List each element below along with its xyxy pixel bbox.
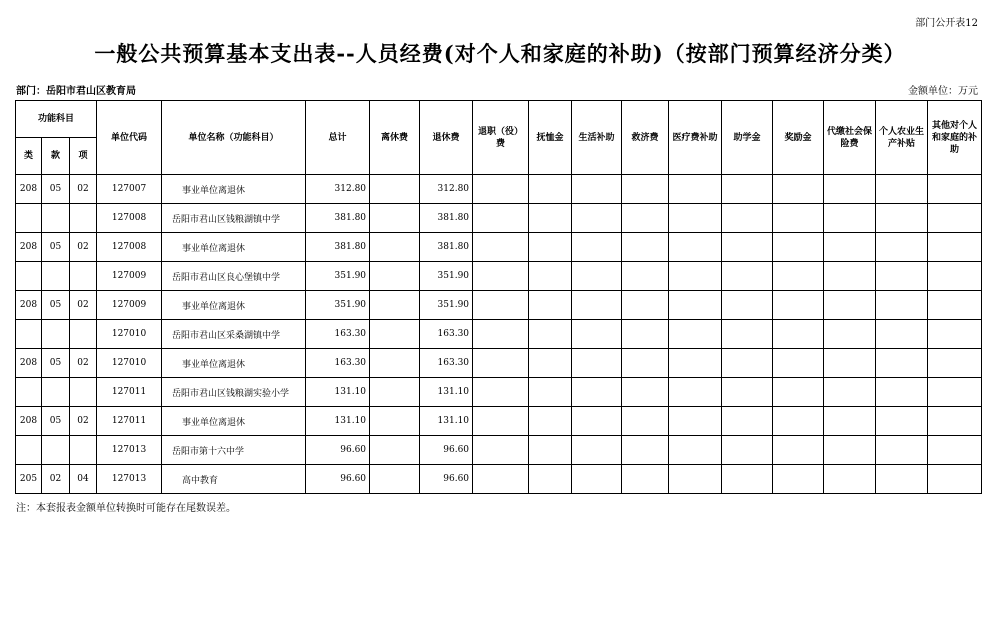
cell-name: 岳阳市君山区钱粮湖镇中学 [162, 204, 306, 233]
cell-empty [473, 262, 529, 291]
cell-tuixiu: 312.80 [420, 175, 473, 204]
cell-empty [928, 378, 982, 407]
cell-name: 事业单位离退休 [162, 233, 306, 262]
cell-lei [16, 204, 42, 233]
cell-empty [876, 262, 928, 291]
header-unit-name: 单位名称（功能科目） [162, 101, 306, 175]
department-label: 部门：岳阳市君山区教育局 [16, 86, 136, 97]
cell-empty [773, 465, 824, 494]
cell-empty [722, 320, 773, 349]
cell-lei: 208 [16, 349, 42, 378]
footnote: 注：本套报表金额单位转换时可能存在尾数误差。 [16, 503, 236, 514]
cell-empty [824, 320, 876, 349]
cell-total: 96.60 [306, 465, 370, 494]
cell-lei [16, 378, 42, 407]
cell-name: 高中教育 [162, 465, 306, 494]
cell-lei [16, 320, 42, 349]
cell-empty [773, 407, 824, 436]
cell-empty [529, 436, 572, 465]
cell-name: 岳阳市君山区采桑湖镇中学 [162, 320, 306, 349]
header-jiangli: 奖励金 [773, 101, 824, 175]
cell-empty [669, 320, 722, 349]
header-unit-code: 单位代码 [97, 101, 162, 175]
table-row [16, 320, 982, 349]
cell-empty [773, 204, 824, 233]
cell-empty [529, 378, 572, 407]
cell-empty [529, 349, 572, 378]
cell-name: 事业单位离退休 [162, 291, 306, 320]
cell-tuixiu: 96.60 [420, 465, 473, 494]
cell-kuan: 05 [42, 175, 70, 204]
cell-empty [473, 407, 529, 436]
table-row [16, 175, 982, 204]
cell-tuixiu: 381.80 [420, 233, 473, 262]
cell-empty [722, 262, 773, 291]
cell-xiang [70, 436, 97, 465]
header-total: 总计 [306, 101, 370, 175]
cell-empty [622, 204, 669, 233]
cell-total: 131.10 [306, 407, 370, 436]
header-jiuji: 救济费 [622, 101, 669, 175]
cell-xiang [70, 320, 97, 349]
table-row [16, 407, 982, 436]
cell-name: 事业单位离退休 [162, 175, 306, 204]
cell-empty [928, 407, 982, 436]
cell-tuixiu: 381.80 [420, 204, 473, 233]
cell-code: 127010 [97, 320, 162, 349]
cell-total: 351.90 [306, 262, 370, 291]
cell-empty [669, 378, 722, 407]
cell-empty [928, 349, 982, 378]
cell-empty [722, 175, 773, 204]
cell-total: 163.30 [306, 320, 370, 349]
cell-empty [669, 262, 722, 291]
cell-empty [928, 291, 982, 320]
cell-empty [572, 349, 622, 378]
table-row [16, 233, 982, 262]
cell-empty [669, 436, 722, 465]
cell-empty [722, 349, 773, 378]
cell-empty [622, 320, 669, 349]
cell-empty [622, 262, 669, 291]
cell-total: 381.80 [306, 204, 370, 233]
header-kuan: 款 [42, 138, 70, 175]
cell-empty [529, 262, 572, 291]
cell-empty [622, 233, 669, 262]
cell-empty [876, 291, 928, 320]
cell-empty [876, 175, 928, 204]
cell-xiang [70, 204, 97, 233]
cell-empty [773, 320, 824, 349]
expenditure-table [15, 100, 982, 494]
cell-empty [370, 262, 420, 291]
cell-kuan: 05 [42, 349, 70, 378]
cell-total: 351.90 [306, 291, 370, 320]
cell-empty [773, 175, 824, 204]
cell-empty [622, 349, 669, 378]
cell-empty [370, 175, 420, 204]
cell-empty [773, 262, 824, 291]
cell-empty [572, 378, 622, 407]
header-xiang: 项 [70, 138, 97, 175]
cell-xiang: 02 [70, 291, 97, 320]
cell-tuixiu: 163.30 [420, 320, 473, 349]
cell-empty [722, 378, 773, 407]
cell-code: 127013 [97, 436, 162, 465]
cell-empty [669, 407, 722, 436]
cell-empty [669, 204, 722, 233]
cell-empty [370, 465, 420, 494]
table-row [16, 378, 982, 407]
cell-empty [876, 436, 928, 465]
cell-xiang [70, 262, 97, 291]
header-daijiao: 代缴社会保险费 [824, 101, 876, 175]
cell-empty [876, 465, 928, 494]
page-title: 一般公共预算基本支出表--人员经费(对个人和家庭的补助)（按部门预算经济分类） [94, 41, 906, 66]
cell-empty [370, 378, 420, 407]
cell-empty [928, 436, 982, 465]
cell-empty [722, 291, 773, 320]
cell-empty [473, 291, 529, 320]
cell-tuixiu: 131.10 [420, 407, 473, 436]
cell-empty [572, 407, 622, 436]
cell-total: 312.80 [306, 175, 370, 204]
cell-empty [473, 204, 529, 233]
cell-empty [622, 436, 669, 465]
cell-empty [572, 175, 622, 204]
cell-empty [622, 291, 669, 320]
cell-empty [928, 262, 982, 291]
cell-empty [928, 175, 982, 204]
cell-empty [876, 378, 928, 407]
cell-empty [529, 233, 572, 262]
cell-empty [824, 378, 876, 407]
header-shenghuo: 生活补助 [572, 101, 622, 175]
cell-kuan: 05 [42, 233, 70, 262]
cell-xiang: 02 [70, 175, 97, 204]
cell-empty [722, 436, 773, 465]
cell-total: 163.30 [306, 349, 370, 378]
cell-code: 127011 [97, 407, 162, 436]
cell-code: 127009 [97, 291, 162, 320]
header-nongye: 个人农业生产补贴 [876, 101, 928, 175]
cell-lei: 208 [16, 233, 42, 262]
cell-empty [370, 436, 420, 465]
cell-kuan: 05 [42, 407, 70, 436]
table-row [16, 436, 982, 465]
cell-empty [722, 407, 773, 436]
header-tuixiu: 退休费 [420, 101, 473, 175]
cell-tuixiu: 131.10 [420, 378, 473, 407]
header-zhuxue: 助学金 [722, 101, 773, 175]
cell-empty [473, 436, 529, 465]
cell-lei: 208 [16, 407, 42, 436]
cell-empty [824, 291, 876, 320]
cell-empty [529, 320, 572, 349]
cell-empty [370, 320, 420, 349]
cell-kuan [42, 204, 70, 233]
cell-name: 岳阳市第十六中学 [162, 436, 306, 465]
cell-empty [622, 407, 669, 436]
cell-empty [572, 204, 622, 233]
cell-empty [473, 233, 529, 262]
cell-empty [529, 204, 572, 233]
cell-empty [876, 407, 928, 436]
amount-unit-label: 金额单位：万元 [908, 86, 978, 97]
cell-empty [824, 436, 876, 465]
cell-xiang [70, 378, 97, 407]
cell-xiang: 02 [70, 233, 97, 262]
cell-empty [572, 320, 622, 349]
cell-empty [928, 204, 982, 233]
table-row [16, 204, 982, 233]
cell-empty [669, 233, 722, 262]
cell-tuixiu: 351.90 [420, 262, 473, 291]
header-fuxu: 抚恤金 [529, 101, 572, 175]
cell-name: 岳阳市君山区钱粮湖实验小学 [162, 378, 306, 407]
cell-code: 127010 [97, 349, 162, 378]
cell-empty [773, 378, 824, 407]
cell-empty [928, 320, 982, 349]
cell-empty [824, 204, 876, 233]
table-row [16, 291, 982, 320]
cell-empty [824, 233, 876, 262]
cell-empty [473, 378, 529, 407]
cell-empty [928, 465, 982, 494]
cell-empty [773, 349, 824, 378]
cell-empty [669, 349, 722, 378]
cell-empty [572, 465, 622, 494]
cell-kuan [42, 436, 70, 465]
cell-empty [622, 465, 669, 494]
cell-kuan: 02 [42, 465, 70, 494]
cell-kuan: 05 [42, 291, 70, 320]
cell-empty [669, 291, 722, 320]
cell-empty [876, 204, 928, 233]
cell-empty [622, 175, 669, 204]
cell-code: 127009 [97, 262, 162, 291]
cell-name: 事业单位离退休 [162, 349, 306, 378]
cell-code: 127008 [97, 204, 162, 233]
cell-xiang: 02 [70, 407, 97, 436]
cell-empty [669, 465, 722, 494]
cell-lei: 208 [16, 291, 42, 320]
cell-empty [824, 175, 876, 204]
cell-name: 岳阳市君山区良心堡镇中学 [162, 262, 306, 291]
cell-xiang: 02 [70, 349, 97, 378]
cell-xiang: 04 [70, 465, 97, 494]
cell-empty [669, 175, 722, 204]
cell-empty [572, 291, 622, 320]
header-tuizhi: 退职（役）费 [473, 101, 529, 175]
cell-code: 127011 [97, 378, 162, 407]
cell-empty [529, 465, 572, 494]
cell-lei [16, 436, 42, 465]
cell-empty [876, 320, 928, 349]
cell-kuan [42, 320, 70, 349]
cell-lei: 208 [16, 175, 42, 204]
cell-empty [876, 233, 928, 262]
cell-empty [824, 349, 876, 378]
cell-empty [370, 291, 420, 320]
cell-tuixiu: 351.90 [420, 291, 473, 320]
header-lei: 类 [16, 138, 42, 175]
cell-empty [773, 291, 824, 320]
header-qita: 其他对个人和家庭的补助 [928, 101, 982, 175]
cell-empty [473, 320, 529, 349]
cell-empty [824, 465, 876, 494]
cell-empty [824, 407, 876, 436]
table-header [16, 101, 982, 175]
cell-empty [722, 233, 773, 262]
header-func-subject: 功能科目 [16, 101, 97, 138]
cell-empty [529, 407, 572, 436]
cell-lei [16, 262, 42, 291]
cell-empty [473, 465, 529, 494]
cell-empty [622, 378, 669, 407]
cell-empty [473, 175, 529, 204]
cell-empty [529, 175, 572, 204]
cell-total: 131.10 [306, 378, 370, 407]
cell-empty [773, 233, 824, 262]
cell-empty [370, 233, 420, 262]
table-row [16, 262, 982, 291]
cell-empty [722, 465, 773, 494]
cell-code: 127008 [97, 233, 162, 262]
cell-empty [824, 262, 876, 291]
table-row [16, 349, 982, 378]
cell-kuan [42, 262, 70, 291]
cell-empty [773, 436, 824, 465]
cell-kuan [42, 378, 70, 407]
header-lixiu: 离休费 [370, 101, 420, 175]
cell-empty [928, 233, 982, 262]
cell-tuixiu: 96.60 [420, 436, 473, 465]
page-tag: 部门公开表12 [915, 18, 978, 29]
cell-empty [722, 204, 773, 233]
cell-empty [572, 233, 622, 262]
cell-lei: 205 [16, 465, 42, 494]
table-body [16, 175, 982, 494]
cell-name: 事业单位离退休 [162, 407, 306, 436]
header-yiliao: 医疗费补助 [669, 101, 722, 175]
cell-empty [572, 436, 622, 465]
cell-code: 127007 [97, 175, 162, 204]
cell-empty [370, 407, 420, 436]
cell-empty [529, 291, 572, 320]
cell-tuixiu: 163.30 [420, 349, 473, 378]
cell-empty [876, 349, 928, 378]
cell-empty [370, 204, 420, 233]
cell-empty [370, 349, 420, 378]
cell-empty [473, 349, 529, 378]
cell-total: 96.60 [306, 436, 370, 465]
table-row [16, 465, 982, 494]
cell-total: 381.80 [306, 233, 370, 262]
cell-code: 127013 [97, 465, 162, 494]
cell-empty [572, 262, 622, 291]
